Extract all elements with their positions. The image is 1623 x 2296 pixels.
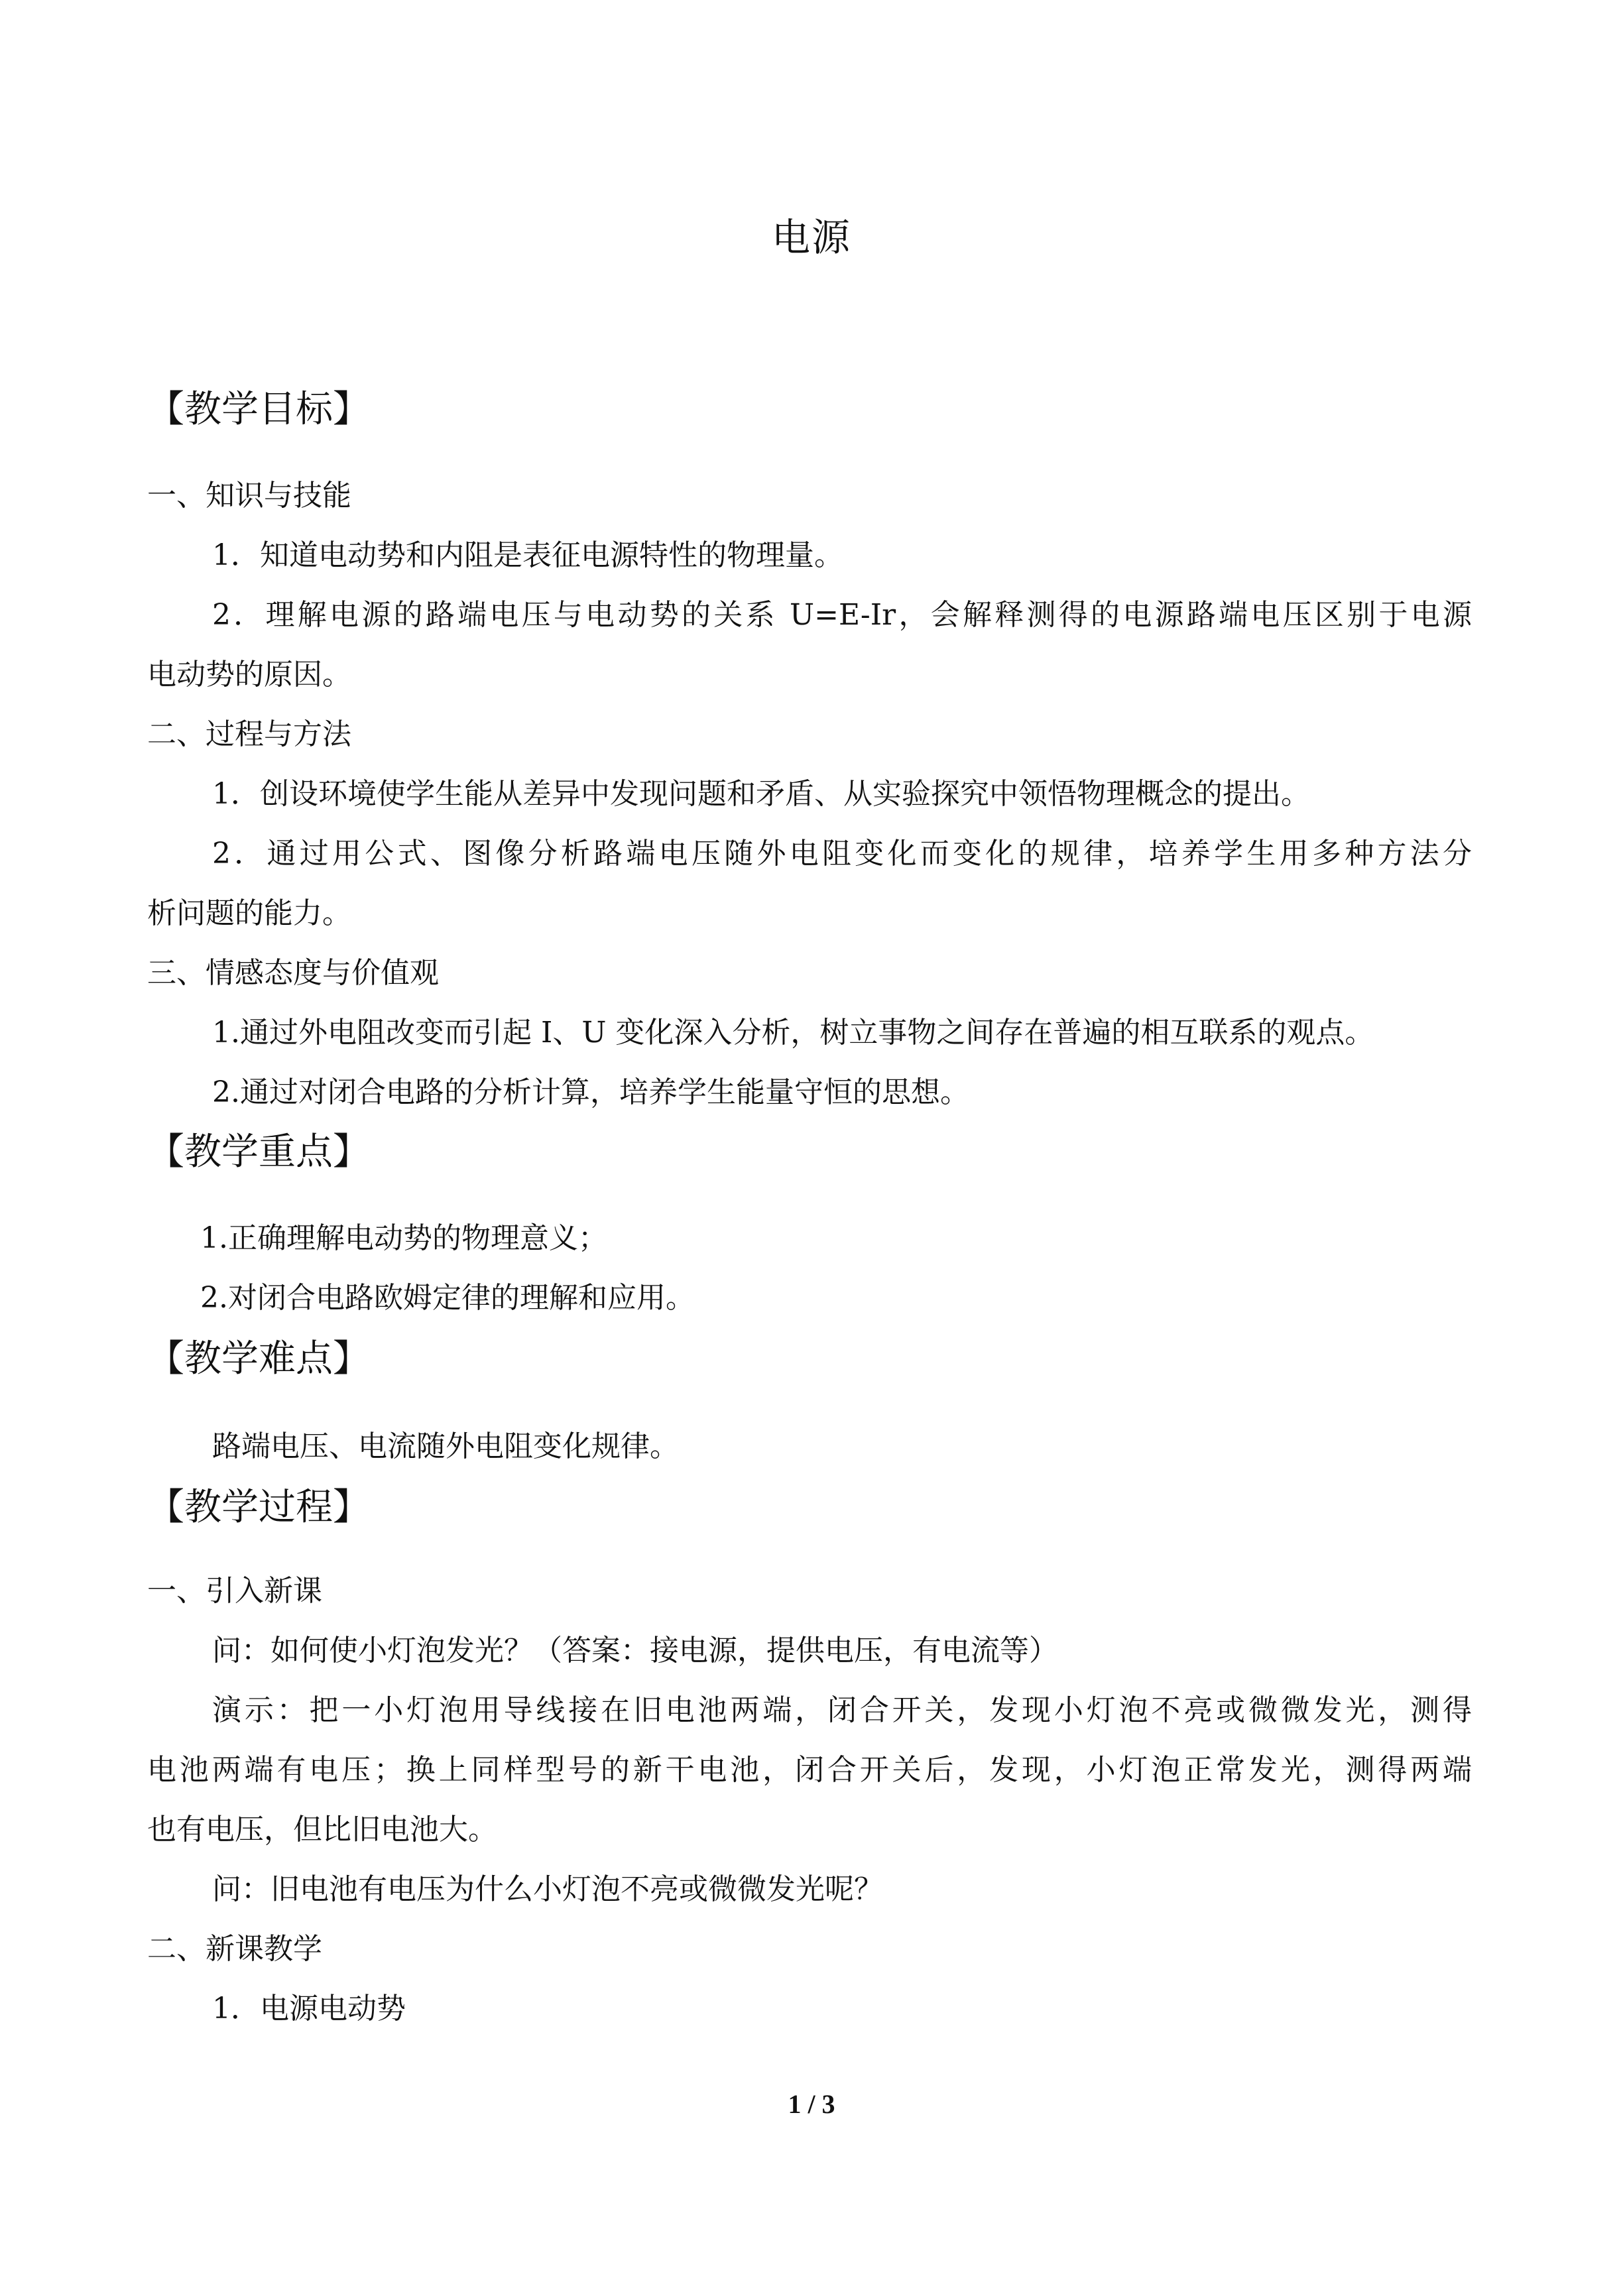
page-number: 1 / 3 <box>788 2089 835 2119</box>
process-item-2-line-1: 2．通过用公式、图像分析路端电压随外电阻变化而变化的规律，培养学生用多种方法分 <box>212 837 1472 871</box>
intro-heading: 一、引入新课 <box>147 1574 322 1608</box>
knowledge-item-2-line-2: 电动势的原因。 <box>147 658 351 692</box>
question-1: 问：如何使小灯泡发光？（答案：接电源，提供电压，有电流等） <box>212 1634 1058 1667</box>
key-points-heading: 【教学重点】 <box>147 1130 370 1174</box>
knowledge-item-1: 1．知道电动势和内阻是表征电源特性的物理量。 <box>212 538 843 572</box>
attitude-item-2: 2.通过对闭合电路的分析计算，培养学生能量守恒的思想。 <box>212 1075 969 1109</box>
difficulties-item-1: 路端电压、电流随外电阻变化规律。 <box>212 1429 679 1463</box>
key-points-item-1: 1.正确理解电动势的物理意义； <box>200 1221 607 1255</box>
demo-line-3: 也有电压，但比旧电池大。 <box>147 1813 497 1846</box>
question-2: 问：旧电池有电压为什么小灯泡不亮或微微发光呢？ <box>212 1872 883 1906</box>
new-lesson-heading: 二、新课教学 <box>147 1932 322 1966</box>
subsection-emf: 1．电源电动势 <box>212 1992 406 2025</box>
process-item-1: 1．创设环境使学生能从差异中发现问题和矛盾、从实验探究中领悟物理概念的提出。 <box>212 777 1310 811</box>
process-heading: 二、过程与方法 <box>147 717 351 751</box>
objectives-heading: 【教学目标】 <box>147 388 370 431</box>
demo-line-2: 电池两端有电压；换上同样型号的新干电池，闭合开关后，发现，小灯泡正常发光，测得两端 <box>147 1753 1472 1787</box>
knowledge-item-2-line-1: 2．理解电源的路端电压与电动势的关系 U=E-Ir，会解释测得的电源路端电压区别于电源 <box>212 598 1472 632</box>
knowledge-heading: 一、知识与技能 <box>147 479 351 513</box>
attitude-heading: 三、情感态度与价值观 <box>147 956 439 990</box>
difficulties-heading: 【教学难点】 <box>147 1337 370 1380</box>
process-item-2-line-2: 析问题的能力。 <box>147 896 351 930</box>
attitude-item-1: 1.通过外电阻改变而引起 I、U 变化深入分析，树立事物之间存在普遍的相互联系的观点。 <box>212 1016 1374 1050</box>
teaching-process-heading: 【教学过程】 <box>147 1486 370 1529</box>
key-points-item-2: 2.对闭合电路欧姆定律的理解和应用。 <box>200 1281 695 1315</box>
page-title: 电源 <box>771 215 851 260</box>
demo-line-1: 演示：把一小灯泡用导线接在旧电池两端，闭合开关，发现小灯泡不亮或微微发光，测得 <box>212 1693 1472 1727</box>
